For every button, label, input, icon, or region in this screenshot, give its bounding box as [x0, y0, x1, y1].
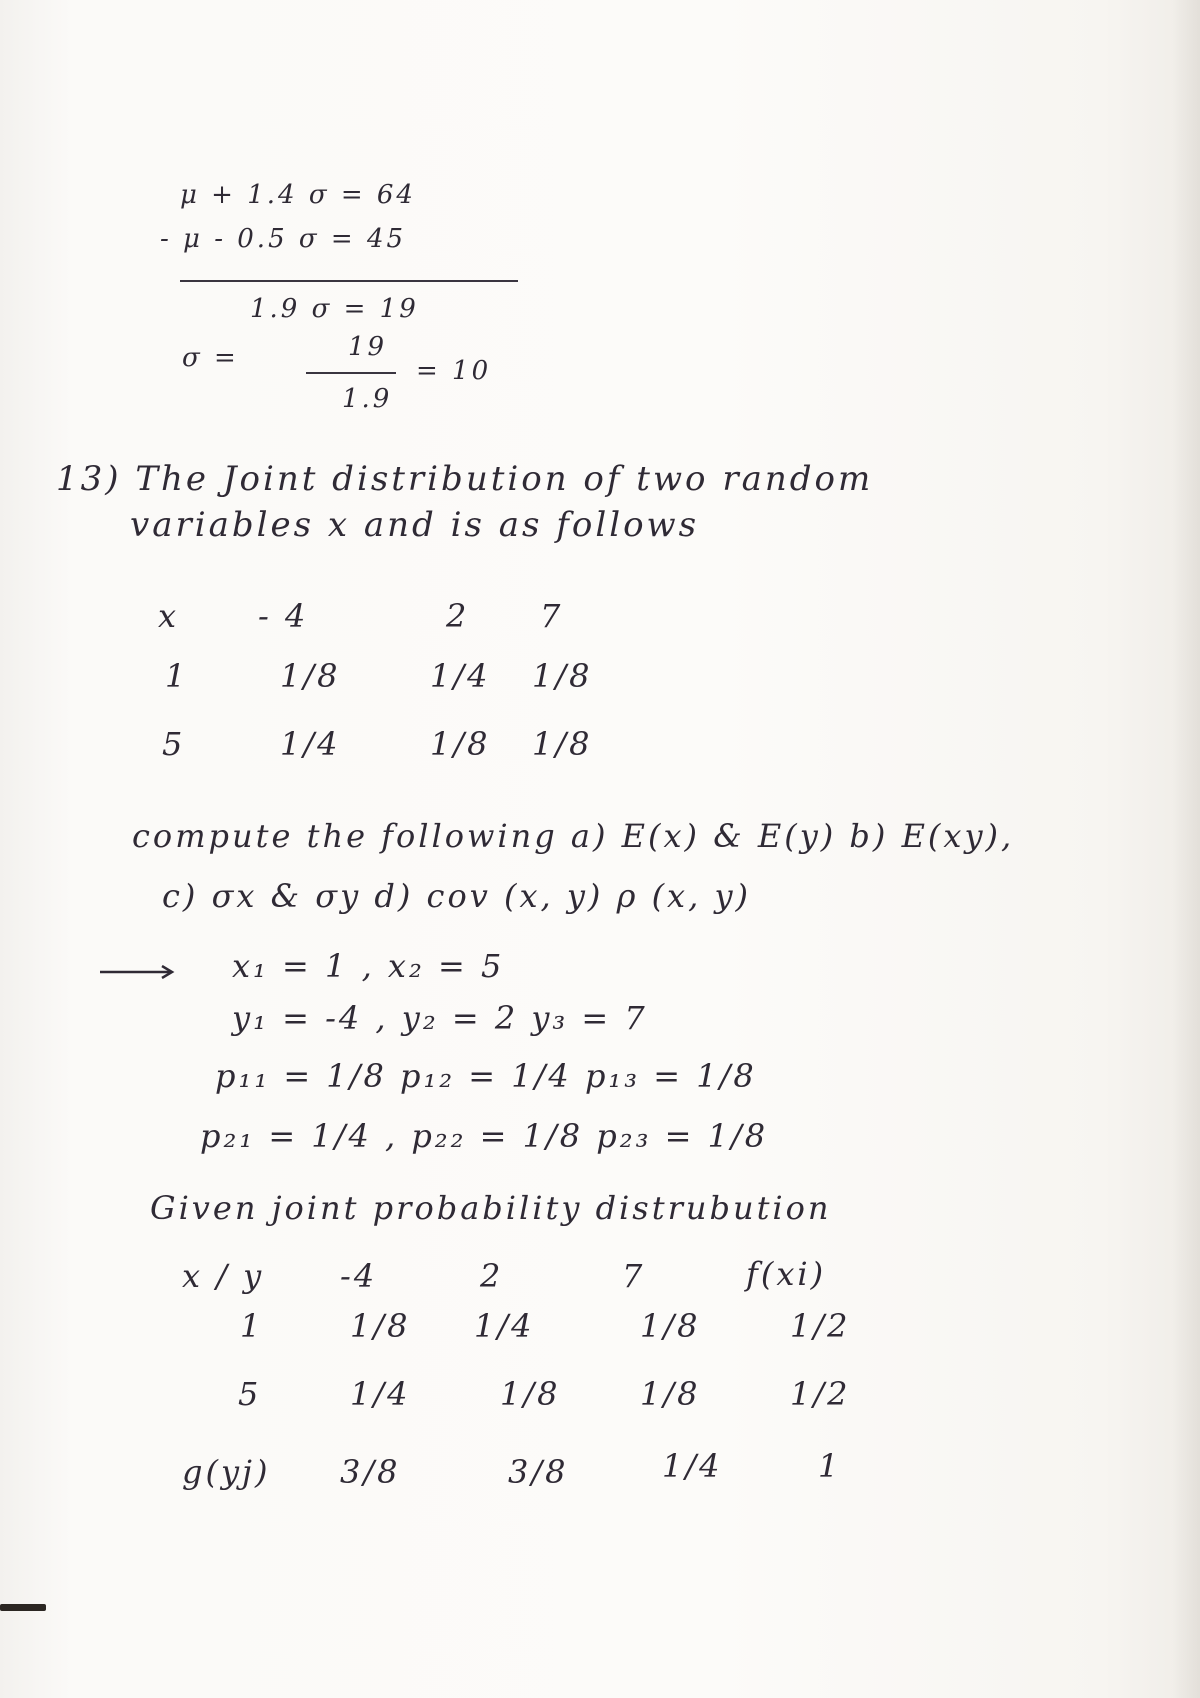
table1-row1-x: 1 [165, 657, 189, 695]
calc-line-4-rhs: = 10 [416, 356, 492, 386]
solution-given: Given joint probability distrubution [150, 1189, 832, 1227]
solution-p-row-1: p₁₁ = 1/8 p₁₂ = 1/4 p₁₃ = 1/8 [215, 1057, 757, 1095]
table1-row2-x: 5 [162, 725, 186, 763]
table2-row1-c3: 1/8 [640, 1307, 701, 1345]
table2-row1-x: 1 [240, 1307, 264, 1345]
table2-row2-x: 5 [238, 1375, 262, 1413]
fraction-numerator: 19 [348, 332, 388, 362]
table2-g-label: g(yj) [182, 1453, 271, 1491]
table2-header-y2: 2 [480, 1257, 504, 1295]
table2-row1-c1: 1/8 [350, 1307, 411, 1345]
calc-line-2: - μ - 0.5 σ = 45 [160, 224, 407, 254]
table2-row1-c2: 1/4 [474, 1307, 535, 1345]
table1-row1-c1: 1/8 [280, 657, 341, 695]
table1-row2-c1: 1/4 [280, 725, 341, 763]
calc-line-3: 1.9 σ = 19 [250, 294, 419, 324]
compute-line-2: c) σx & σy d) cov (x, y) ρ (x, y) [162, 877, 751, 915]
fraction-bar [306, 372, 396, 374]
solution-x-values: x₁ = 1 , x₂ = 5 [232, 947, 505, 985]
problem-13-line-2: variables x and is as follows [130, 505, 700, 545]
table2-row2-c1: 1/4 [350, 1375, 411, 1413]
table2-g-total: 1 [818, 1447, 842, 1485]
fraction-denominator: 1.9 [342, 384, 393, 414]
table1-header-y2: 2 [446, 597, 470, 635]
table1-header-y1: - 4 [258, 597, 309, 635]
table1-row1-c2: 1/4 [430, 657, 491, 695]
table2-row1-fx: 1/2 [790, 1307, 851, 1345]
table1-row1-c3: 1/8 [532, 657, 593, 695]
table2-row2-c3: 1/8 [640, 1375, 701, 1413]
table1-header-x: x [158, 597, 180, 635]
table2-g-c3: 1/4 [662, 1447, 723, 1485]
page-edge-shadow [1172, 0, 1200, 1698]
compute-line-1: compute the following a) E(x) & E(y) b) E(xy), [132, 817, 1015, 855]
table1-row2-c2: 1/8 [430, 725, 491, 763]
calc-line-1: μ + 1.4 σ = 64 [180, 180, 416, 210]
table1-header-y3: 7 [540, 597, 564, 635]
table2-row2-fx: 1/2 [790, 1375, 851, 1413]
table2-header-y1: -4 [340, 1257, 378, 1295]
calc-line-4-lhs: σ = [182, 343, 239, 373]
solution-p-row-2: p₂₁ = 1/4 , p₂₂ = 1/8 p₂₃ = 1/8 [200, 1117, 769, 1155]
table2-header-xy: x / y [182, 1257, 265, 1295]
arrow-icon [98, 965, 178, 979]
table2-g-c2: 3/8 [508, 1453, 569, 1491]
table2-row2-c2: 1/8 [500, 1375, 561, 1413]
problem-13-line-1: 13) The Joint distribution of two random [56, 459, 874, 499]
table2-header-fx: f(xi) [746, 1255, 827, 1293]
table1-row2-c3: 1/8 [532, 725, 593, 763]
table2-g-c1: 3/8 [340, 1453, 401, 1491]
calc-underline [180, 280, 518, 282]
solution-y-values: y₁ = -4 , y₂ = 2 y₃ = 7 [232, 999, 648, 1037]
table2-header-y3: 7 [622, 1257, 646, 1295]
page-edge-mark [0, 1604, 46, 1611]
